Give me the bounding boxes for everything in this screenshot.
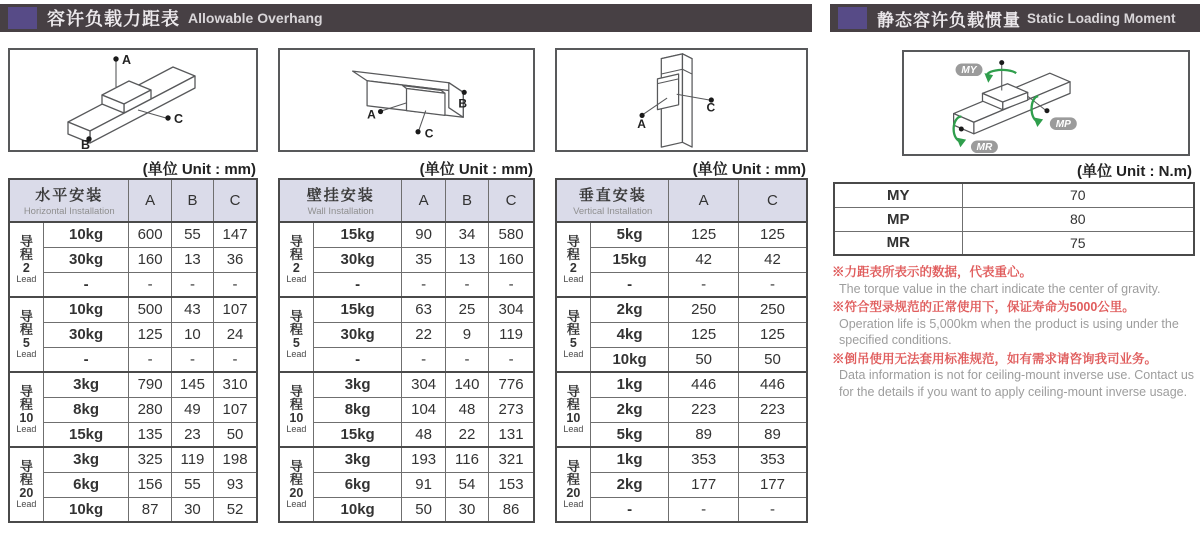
lead-group-label: 导 程 10 Lead [9, 372, 43, 447]
table-row [556, 297, 807, 322]
value-cell: 153 [489, 472, 534, 497]
lead-group-label: 导 程 5 Lead [279, 297, 313, 372]
note-text-zh: ※倒吊使用无法套用标准规范，如有需求请咨询我司业务。 [832, 351, 1158, 366]
value-cell: 140 [445, 372, 488, 397]
value-cell: 89 [669, 422, 739, 447]
table-row [556, 347, 807, 372]
value-cell: 91 [402, 472, 445, 497]
table-row [279, 447, 534, 472]
table-row [9, 322, 257, 347]
point-a-label: A [122, 53, 132, 67]
value-cell: 42 [738, 247, 807, 272]
value-cell: 48 [402, 422, 445, 447]
moment-diagram-box [902, 50, 1190, 156]
install-type-header: 水平安装 Horizontal Installation [9, 179, 129, 222]
section-title-en: Allowable Overhang [188, 10, 323, 26]
panel-horizontal-installation [8, 48, 258, 523]
value-cell: 776 [489, 372, 534, 397]
table-row [9, 422, 257, 447]
value-cell: - [445, 347, 488, 372]
load-cell: 10kg [313, 497, 402, 522]
vertical-install-diagram-box [555, 48, 808, 152]
table-row [9, 222, 257, 247]
install-type-header: 垂直安装 Vertical Installation [556, 179, 669, 222]
section-title-zh: 容许负载力距表 [47, 9, 180, 29]
note-text-zh: ※符合型录规范的正常使用下，保证寿命为5000公里。 [832, 300, 1135, 315]
table-row [556, 447, 807, 472]
value-cell: 10 [171, 322, 213, 347]
svg-text:MP: MP [1055, 119, 1071, 131]
table-header-row [9, 179, 257, 222]
value-cell: 177 [738, 472, 807, 497]
load-cell: 5kg [590, 422, 669, 447]
column-header-a: A [129, 179, 171, 222]
table-row [279, 247, 534, 272]
load-cell: 2kg [590, 472, 669, 497]
value-cell: 23 [171, 422, 213, 447]
value-cell: 156 [129, 472, 171, 497]
value-cell: 125 [738, 322, 807, 347]
value-cell: 107 [214, 297, 257, 322]
column-header-b: B [171, 179, 213, 222]
my-badge [956, 64, 983, 77]
table-row [556, 272, 807, 297]
unit-label-nm: (单位 Unit : N.m) [1077, 163, 1192, 180]
value-cell: - [129, 347, 171, 372]
table-row [9, 372, 257, 397]
lead-group-label: 导 程 10 Lead [279, 372, 313, 447]
value-cell: - [402, 272, 445, 297]
value-cell: 223 [738, 397, 807, 422]
table-row [9, 297, 257, 322]
table-row [279, 297, 534, 322]
value-cell: 107 [214, 397, 257, 422]
notes-list [832, 264, 1200, 402]
moment-value: 70 [962, 183, 1194, 207]
value-cell: 116 [445, 447, 488, 472]
value-cell: 13 [445, 247, 488, 272]
value-cell: - [171, 347, 213, 372]
value-cell: - [669, 272, 739, 297]
mp-badge [1050, 117, 1077, 130]
column-header-c: C [489, 179, 534, 222]
horizontal-install-diagram-box [8, 48, 258, 152]
value-cell: 89 [738, 422, 807, 447]
value-cell: - [489, 347, 534, 372]
value-cell: 321 [489, 447, 534, 472]
value-cell: 49 [171, 397, 213, 422]
overhang-table-horizontal-installation [8, 178, 258, 523]
wall-actuator-diagram-icon [280, 50, 533, 150]
value-cell: 50 [214, 422, 257, 447]
section-title-en: Static Loading Moment [1027, 10, 1176, 26]
value-cell: 30 [445, 497, 488, 522]
value-cell: 50 [402, 497, 445, 522]
lead-group-label: 导 程 2 Lead [279, 222, 313, 297]
load-cell: 15kg [313, 422, 402, 447]
value-cell: 119 [489, 322, 534, 347]
value-cell: 304 [402, 372, 445, 397]
note-text-en: The torque value in the chart indicate the center of gravity. [839, 281, 1161, 296]
unit-label-mm: (单位 Unit : mm) [419, 161, 533, 178]
value-cell: - [738, 497, 807, 522]
value-cell: - [669, 497, 739, 522]
table-row [556, 422, 807, 447]
value-cell: 86 [489, 497, 534, 522]
value-cell: 446 [669, 372, 739, 397]
value-cell: 90 [402, 222, 445, 247]
table-row [9, 397, 257, 422]
value-cell: 353 [738, 447, 807, 472]
column-header-c: C [214, 179, 257, 222]
value-cell: 304 [489, 297, 534, 322]
note [832, 351, 1200, 400]
value-cell: 119 [171, 447, 213, 472]
overhang-panels [8, 48, 808, 523]
table-row [9, 497, 257, 522]
note [832, 264, 1200, 297]
value-cell: 48 [445, 397, 488, 422]
wall-install-diagram-box [278, 48, 535, 152]
value-cell: 30 [171, 497, 213, 522]
allowable-overhang-header [0, 4, 812, 32]
load-cell: 30kg [313, 247, 402, 272]
load-cell: - [313, 347, 402, 372]
table-row [556, 322, 807, 347]
value-cell: 34 [445, 222, 488, 247]
note-text-zh: ※力距表所表示的数据，代表重心。 [832, 265, 1033, 279]
lead-group-label: 导 程 20 Lead [9, 447, 43, 522]
lead-group-label: 导 程 5 Lead [9, 297, 43, 372]
load-cell: 10kg [43, 222, 129, 247]
load-cell: 30kg [43, 322, 129, 347]
value-cell: 131 [489, 422, 534, 447]
load-cell: 3kg [313, 372, 402, 397]
value-cell: 310 [214, 372, 257, 397]
value-cell: 325 [129, 447, 171, 472]
load-cell: 15kg [313, 222, 402, 247]
table-row [556, 247, 807, 272]
table-row [9, 472, 257, 497]
value-cell: 52 [214, 497, 257, 522]
unit-label-mm: (单位 Unit : mm) [692, 161, 806, 178]
table-header-row [279, 179, 534, 222]
svg-text:MY: MY [961, 65, 977, 77]
value-cell: 104 [402, 397, 445, 422]
lead-group-label: 导 程 20 Lead [556, 447, 590, 522]
moment-label: MP [834, 207, 962, 231]
value-cell: 446 [738, 372, 807, 397]
value-cell: 50 [669, 347, 739, 372]
value-cell: 147 [214, 222, 257, 247]
value-cell: - [489, 272, 534, 297]
static-loading-moment-header [830, 4, 1200, 32]
value-cell: 198 [214, 447, 257, 472]
unit-label-mm: (单位 Unit : mm) [142, 161, 256, 178]
value-cell: 93 [214, 472, 257, 497]
table-row [556, 372, 807, 397]
load-cell: 1kg [590, 372, 669, 397]
point-c-label: C [424, 126, 434, 141]
table-row [556, 472, 807, 497]
load-cell: 3kg [43, 372, 129, 397]
value-cell: 600 [129, 222, 171, 247]
load-cell: 5kg [590, 222, 669, 247]
value-cell: 353 [669, 447, 739, 472]
load-cell: 2kg [590, 397, 669, 422]
column-header-a: A [669, 179, 739, 222]
load-cell: 30kg [43, 247, 129, 272]
moment-label: MY [834, 183, 962, 207]
point-b-label: B [458, 96, 468, 111]
point-c-label: C [706, 100, 716, 115]
load-cell: - [590, 497, 669, 522]
overhang-table-vertical-installation [555, 178, 808, 523]
load-cell: 1kg [590, 447, 669, 472]
table-row [279, 422, 534, 447]
load-cell: 15kg [43, 422, 129, 447]
load-cell: 8kg [313, 397, 402, 422]
point-b-label: B [81, 138, 91, 150]
note-text-en: Data information is not for ceiling-mount inverse use. Contact us for the details if you want to apply ceiling-mount inverse usage. [839, 368, 1195, 399]
load-cell: 2kg [590, 297, 669, 322]
value-cell: 790 [129, 372, 171, 397]
value-cell: 24 [214, 322, 257, 347]
point-a-label: A [637, 116, 646, 131]
lead-group-label: 导 程 5 Lead [556, 297, 590, 372]
moment-row [834, 183, 1194, 207]
load-cell: - [43, 347, 129, 372]
table-row [9, 247, 257, 272]
value-cell: 25 [445, 297, 488, 322]
lead-group-label: 导 程 2 Lead [556, 222, 590, 297]
lead-group-label: 导 程 20 Lead [279, 447, 313, 522]
load-cell: - [313, 272, 402, 297]
column-header-a: A [402, 179, 445, 222]
load-cell: 10kg [43, 497, 129, 522]
load-cell: - [43, 272, 129, 297]
load-cell: 3kg [313, 447, 402, 472]
value-cell: 55 [171, 222, 213, 247]
load-cell: 15kg [590, 247, 669, 272]
value-cell: 160 [129, 247, 171, 272]
table-header-row [556, 179, 807, 222]
value-cell: - [738, 272, 807, 297]
value-cell: 500 [129, 297, 171, 322]
moment-row [834, 231, 1194, 255]
value-cell: 160 [489, 247, 534, 272]
moment-value: 75 [962, 231, 1194, 255]
load-cell: 6kg [43, 472, 129, 497]
value-cell: 63 [402, 297, 445, 322]
lead-group-label: 导 程 10 Lead [556, 372, 590, 447]
value-cell: 50 [738, 347, 807, 372]
load-cell: 10kg [590, 347, 669, 372]
value-cell: 125 [669, 322, 739, 347]
table-row [556, 222, 807, 247]
table-row [279, 372, 534, 397]
section-title-zh: 静态容许负载惯量 [877, 10, 1021, 30]
table-row [9, 272, 257, 297]
table-row [9, 347, 257, 372]
column-header-b: B [445, 179, 488, 222]
value-cell: 55 [171, 472, 213, 497]
moment-value: 80 [962, 207, 1194, 231]
moment-row [834, 207, 1194, 231]
note-text-en: Operation life is 5,000km when the product is using under the specified conditions. [839, 317, 1179, 348]
value-cell: 125 [738, 222, 807, 247]
load-cell: 3kg [43, 447, 129, 472]
table-row [556, 497, 807, 522]
value-cell: 273 [489, 397, 534, 422]
value-cell: 125 [129, 322, 171, 347]
panel-wall-installation [278, 48, 535, 523]
value-cell: 135 [129, 422, 171, 447]
value-cell: 9 [445, 322, 488, 347]
mr-badge [971, 141, 998, 154]
value-cell: 250 [738, 297, 807, 322]
horizontal-actuator-diagram-icon [10, 50, 256, 150]
load-cell: 8kg [43, 397, 129, 422]
value-cell: - [171, 272, 213, 297]
table-row [556, 397, 807, 422]
value-cell: 87 [129, 497, 171, 522]
note [832, 299, 1200, 348]
install-type-header: 壁挂安装 Wall Installation [279, 179, 402, 222]
value-cell: - [214, 347, 257, 372]
value-cell: 22 [402, 322, 445, 347]
column-header-c: C [738, 179, 807, 222]
value-cell: - [445, 272, 488, 297]
svg-text:MR: MR [976, 142, 993, 154]
value-cell: 125 [669, 222, 739, 247]
table-row [279, 222, 534, 247]
vertical-actuator-diagram-icon [557, 50, 806, 150]
load-cell: 15kg [313, 297, 402, 322]
value-cell: 250 [669, 297, 739, 322]
value-cell: 223 [669, 397, 739, 422]
value-cell: - [402, 347, 445, 372]
table-row [279, 272, 534, 297]
value-cell: 580 [489, 222, 534, 247]
header-accent-square [838, 7, 867, 29]
header-accent-square [8, 7, 37, 29]
value-cell: 177 [669, 472, 739, 497]
point-a-label: A [367, 107, 376, 122]
table-row [9, 447, 257, 472]
load-cell: 4kg [590, 322, 669, 347]
moment-actuator-diagram-icon [904, 52, 1188, 154]
overhang-table-wall-installation [278, 178, 535, 523]
value-cell: 43 [171, 297, 213, 322]
load-cell: 10kg [43, 297, 129, 322]
value-cell: 42 [669, 247, 739, 272]
static-moment-table [833, 182, 1195, 256]
value-cell: 193 [402, 447, 445, 472]
load-cell: 30kg [313, 322, 402, 347]
point-c-label: C [174, 112, 184, 126]
table-row [279, 322, 534, 347]
value-cell: 280 [129, 397, 171, 422]
value-cell: 54 [445, 472, 488, 497]
moment-label: MR [834, 231, 962, 255]
value-cell: - [129, 272, 171, 297]
table-row [279, 397, 534, 422]
panel-vertical-installation [555, 48, 808, 523]
value-cell: 35 [402, 247, 445, 272]
value-cell: 13 [171, 247, 213, 272]
value-cell: 145 [171, 372, 213, 397]
load-cell: - [590, 272, 669, 297]
table-row [279, 347, 534, 372]
table-row [279, 497, 534, 522]
value-cell: 36 [214, 247, 257, 272]
lead-group-label: 导 程 2 Lead [9, 222, 43, 297]
value-cell: - [214, 272, 257, 297]
load-cell: 6kg [313, 472, 402, 497]
value-cell: 22 [445, 422, 488, 447]
table-row [279, 472, 534, 497]
